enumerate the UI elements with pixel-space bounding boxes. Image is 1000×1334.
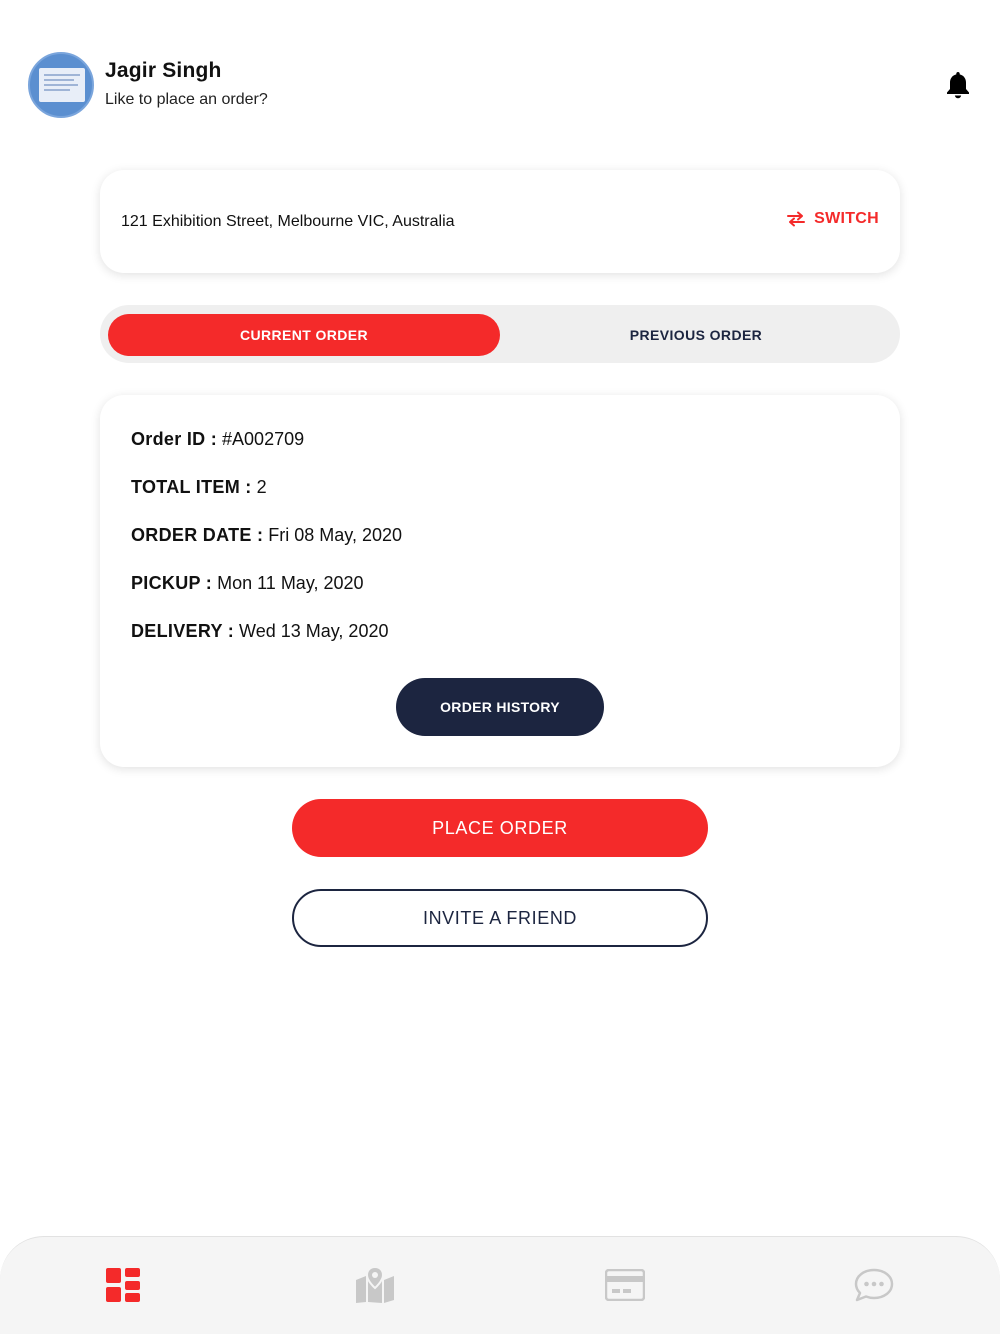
nav-map[interactable] <box>353 1265 397 1305</box>
place-order-button[interactable]: PLACE ORDER <box>292 799 708 857</box>
invite-friend-button[interactable]: INVITE A FRIEND <box>292 889 708 947</box>
order-date-value: Fri 08 May, 2020 <box>268 525 403 545</box>
order-id-value: #A002709 <box>222 429 305 449</box>
profile-header <box>28 52 972 118</box>
user-name: Jagir Singh <box>105 59 222 82</box>
order-id-label: Order ID : <box>131 429 218 449</box>
order-date-label: ORDER DATE : <box>131 525 264 545</box>
dashboard-grid-icon <box>105 1267 141 1303</box>
switch-address-button[interactable] <box>787 210 879 228</box>
switch-label: SWITCH <box>814 210 879 227</box>
card-icon <box>605 1269 645 1301</box>
tab-current-order[interactable]: CURRENT ORDER <box>108 314 500 356</box>
chat-bubble-icon <box>853 1267 895 1303</box>
order-details-card <box>100 395 900 767</box>
total-item-label: TOTAL ITEM : <box>131 477 252 497</box>
delivery-value: Wed 13 May, 2020 <box>239 621 389 641</box>
delivery-row <box>131 621 388 642</box>
pickup-label: PICKUP : <box>131 573 213 593</box>
delivery-address: 121 Exhibition Street, Melbourne VIC, Australia <box>121 213 455 230</box>
total-item-row <box>131 477 267 498</box>
total-item-value: 2 <box>256 477 267 497</box>
swap-arrows-icon <box>787 211 805 227</box>
map-pin-icon <box>354 1266 396 1304</box>
order-date-row <box>131 525 402 546</box>
bell-icon[interactable] <box>944 70 972 100</box>
avatar[interactable] <box>28 52 94 118</box>
address-card <box>100 170 900 273</box>
order-tabs <box>100 305 900 363</box>
nav-payments[interactable] <box>603 1265 647 1305</box>
tab-previous-order[interactable]: PREVIOUS ORDER <box>629 327 763 343</box>
order-history-button[interactable]: ORDER HISTORY <box>396 678 604 736</box>
bottom-nav <box>0 1236 1000 1334</box>
pickup-value: Mon 11 May, 2020 <box>217 573 364 593</box>
greeting-subtitle: Like to place an order? <box>105 91 268 108</box>
order-id-row <box>131 429 304 450</box>
nav-dashboard[interactable] <box>101 1265 145 1305</box>
pickup-row <box>131 573 364 594</box>
delivery-label: DELIVERY : <box>131 621 235 641</box>
nav-chat[interactable] <box>852 1265 896 1305</box>
